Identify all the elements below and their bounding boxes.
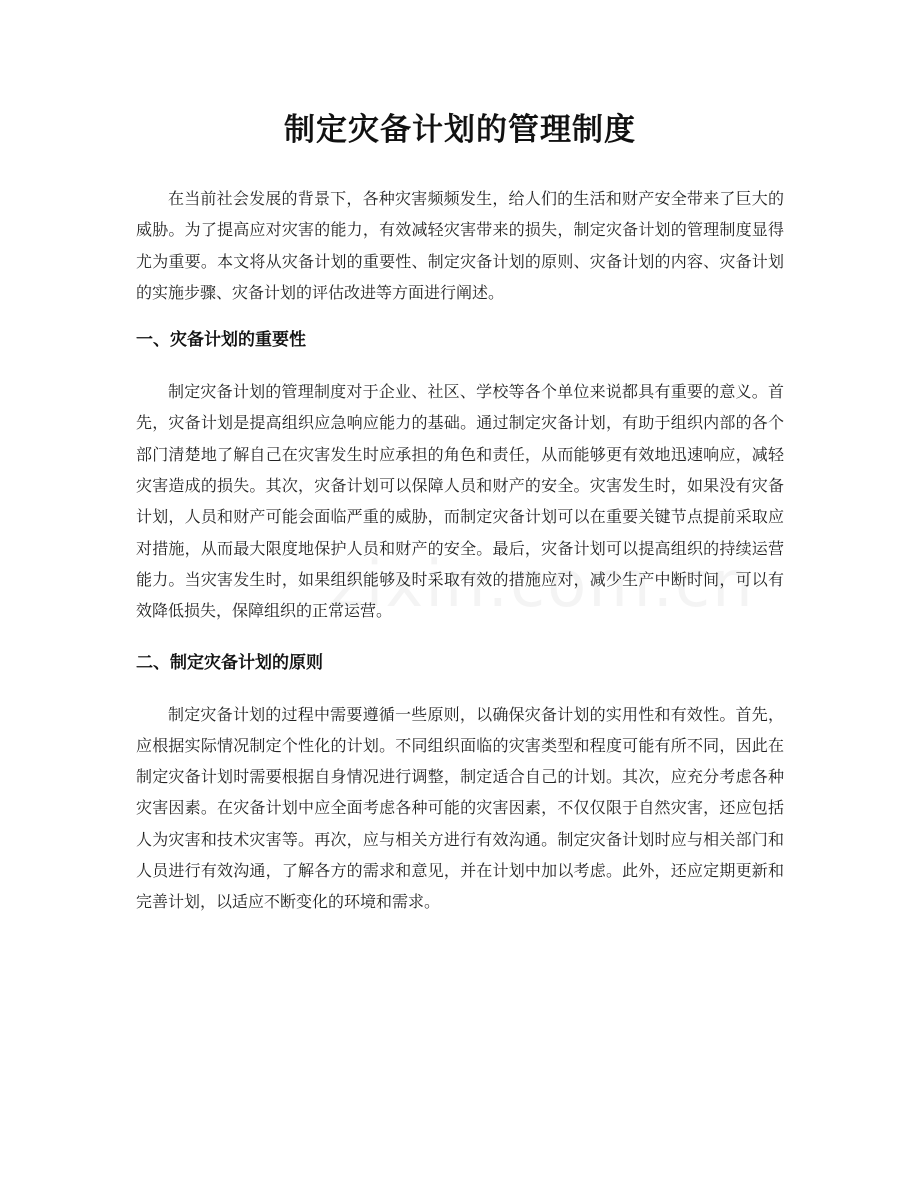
section-heading-importance: 一、灾备计划的重要性	[136, 330, 306, 351]
section-body-importance: 制定灾备计划的管理制度对于企业、社区、学校等各个单位来说都具有重要的意义。首先，灾备计划是提高组织应急响应能力的基础。通过制定灾备计划，有助于组织内部的各个部门清楚地了解自己在灾害发生时应承担的角色和责任，从而能够更有效地迅速响应，减轻灾害造成的损失。其次，灾备计划可以保障人员和财产的安全。灾害发生时，如果没有灾备计划，人员和财产可能会面临严重的威胁，而制定灾备计划可以在重要关键节点提前采取应对措施，从而最大限度地保护人员和财产的安全。最后，灾备计划可以提高组织的持续运营能力。当灾害发生时，如果组织能够及时采取有效的措施应对，减少生产中断时间，可以有效降低损失，保障组织的正常运营。	[136, 382, 784, 621]
document-title: 制定灾备计划的管理制度	[284, 112, 636, 148]
intro-paragraph: 在当前社会发展的背景下，各种灾害频频发生，给人们的生活和财产安全带来了巨大的威胁。为了提高应对灾害的能力，有效减轻灾害带来的损失，制定灾备计划的管理制度显得尤为重要。本文将从灾备计划的重要性、制定灾备计划的原则、灾备计划的内容、灾备计划的实施步骤、灾备计划的评估改进等方面进行阐述。	[136, 189, 784, 302]
section-heading-principles: 二、制定灾备计划的原则	[136, 652, 323, 673]
section-body-principles: 制定灾备计划的过程中需要遵循一些原则，以确保灾备计划的实用性和有效性。首先，应根据实际情况制定个性化的计划。不同组织面临的灾害类型和程度可能有所不同，因此在制定灾备计划时需要根据自身情况进行调整，制定适合自己的计划。其次，应充分考虑各种灾害因素。在灾备计划中应全面考虑各种可能的灾害因素，不仅仅限于自然灾害，还应包括人为灾害和技术灾害等。再次，应与相关方进行有效沟通。制定灾备计划时应与相关部门和人员进行有效沟通，了解各方的需求和意见，并在计划中加以考虑。此外，还应定期更新和完善计划，以适应不断变化的环境和需求。	[136, 704, 784, 912]
document-body	[136, 183, 784, 918]
